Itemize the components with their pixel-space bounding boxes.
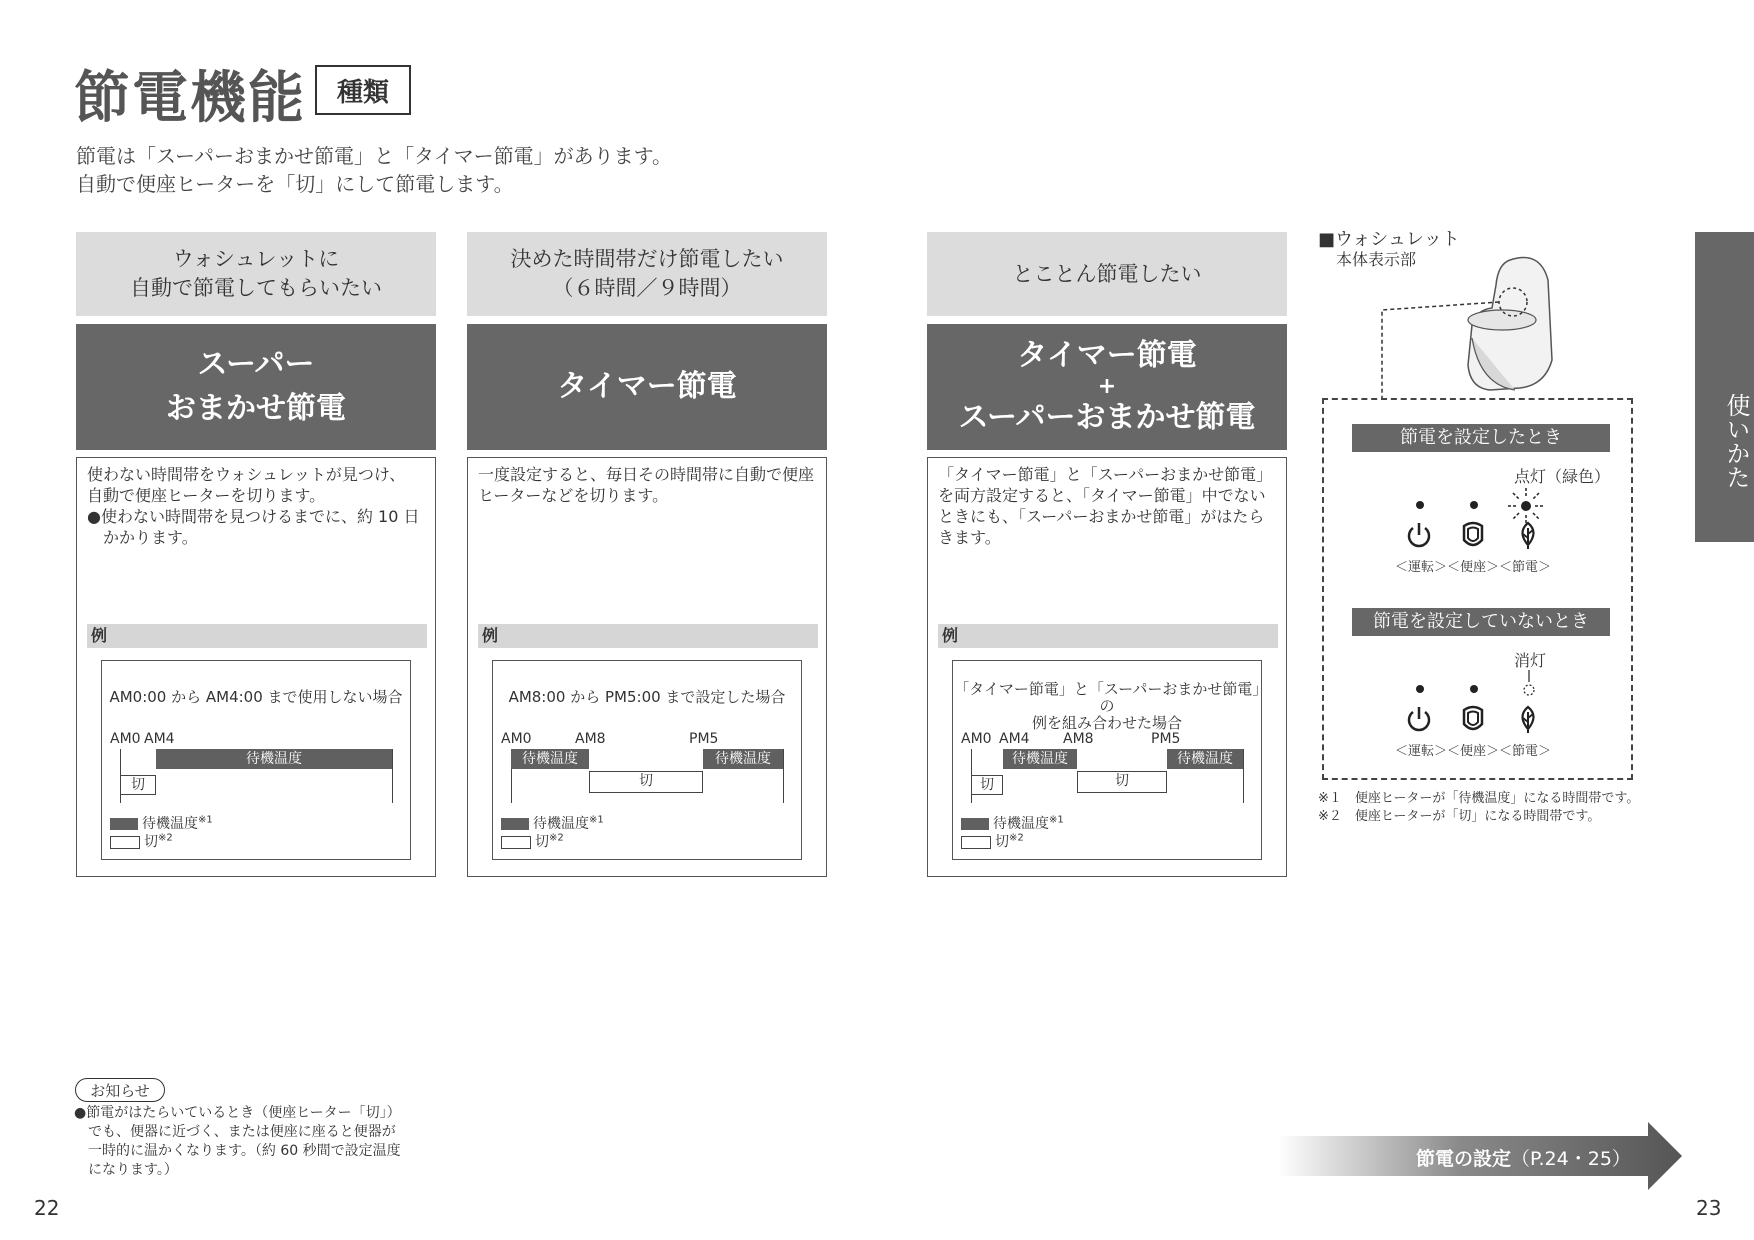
condition-line: 自動で節電してもらいたい [130, 276, 382, 300]
standby-bar: 待機温度 [511, 749, 589, 769]
indicator-dot [1470, 685, 1478, 693]
notice-text [74, 1104, 434, 1180]
power-icon [1404, 520, 1434, 550]
description-box [927, 457, 1287, 877]
notice-line: になります。） [74, 1162, 178, 1178]
time-label: AM4 [999, 731, 1030, 747]
description-text [478, 464, 818, 506]
time-label: AM8 [1063, 731, 1094, 747]
example-label: 例 [938, 624, 1278, 648]
time-label: AM8 [575, 731, 606, 747]
indicator-labels: ＜運転＞＜便座＞＜節電＞ [1395, 560, 1552, 575]
intro-line: 自動で便座ヒーターを「切」にして節電します。 [76, 172, 514, 196]
description-text [87, 464, 427, 548]
footnote-mark: ※1 [589, 814, 604, 826]
off-bar: 切 [589, 771, 703, 793]
mode-box [76, 324, 436, 450]
example-box [101, 660, 411, 860]
eco-leaf-icon [1513, 520, 1543, 550]
description-box [76, 457, 436, 877]
legend-swatch [501, 818, 529, 830]
mode-title-line: タイマー節電 [557, 369, 737, 404]
description-line: ●使わない時間帯を見つけるまでに、約 10 日 [87, 507, 420, 526]
panel-title-line: 本体表示部 [1336, 250, 1417, 269]
condition-line: （６時間／９時間） [552, 276, 742, 300]
legend-label: 待機温度 [533, 816, 589, 832]
description-line: 一度設定すると、毎日その時間帯に自動で便座 [478, 465, 815, 484]
example-box [952, 660, 1262, 860]
example-label: 例 [87, 624, 427, 648]
condition-line: とことん節電したい [1012, 261, 1202, 286]
seat-icon [1458, 520, 1488, 550]
legend-swatch [110, 818, 138, 830]
condition-box [927, 232, 1287, 316]
footnote: ※２ 便座ヒーターが「切」になる時間帯です。 [1318, 809, 1601, 824]
example-caption [953, 681, 1261, 732]
notice-line: ●節電がはたらいているとき（便座ヒーター「切」） [74, 1105, 401, 1121]
condition-box [467, 232, 827, 316]
category-badge: 種類 [315, 65, 411, 115]
legend-label: 切 [995, 834, 1009, 850]
section-tab[interactable]: 使いかた [1695, 232, 1754, 542]
mode-title-line: タイマー節電 [1017, 338, 1197, 373]
lamp-status: 消灯 [1514, 651, 1547, 670]
description-line: 「タイマー節電」と「スーパーおまかせ節電」 [938, 465, 1273, 484]
page-number-right: 23 [1696, 1196, 1722, 1220]
legend-off [961, 831, 1024, 851]
footnote: ※１ 便座ヒーターが「待機温度」になる時間帯です。 [1318, 791, 1640, 806]
example-caption-line: 「タイマー節電」と「スーパーおまかせ節電」の [954, 680, 1260, 715]
seat-icon [1458, 704, 1488, 734]
indicator-labels: ＜運転＞＜便座＞＜節電＞ [1395, 744, 1552, 759]
eco-leaf-icon [1513, 704, 1543, 734]
time-label: AM4 [144, 731, 175, 747]
footnote-mark: ※2 [158, 832, 173, 844]
legend-off [501, 831, 564, 851]
footnote-mark: ※1 [1049, 814, 1064, 826]
page-number-left: 22 [34, 1196, 60, 1220]
standby-bar: 待機温度 [1167, 749, 1243, 769]
legend-label: 待機温度 [142, 816, 198, 832]
toilet-illustration [1380, 250, 1580, 400]
column-combined [927, 232, 1287, 877]
settings-link[interactable] [1416, 1144, 1631, 1171]
notice-line: でも、便器に近づく、または便座に座ると便器が [74, 1124, 396, 1140]
example-box [492, 660, 802, 860]
description-text [938, 464, 1278, 548]
column-super-omakase [76, 232, 436, 877]
time-label: PM5 [1151, 731, 1181, 747]
mode-box [927, 324, 1287, 450]
indicator-dot [1416, 685, 1424, 693]
standby-bar: 待機温度 [703, 749, 783, 769]
description-line: きます。 [938, 528, 1001, 547]
off-bar: 切 [1077, 771, 1167, 793]
legend-off [110, 831, 173, 851]
description-line: 使わない時間帯をウォシュレットが見つけ、 [87, 465, 406, 484]
description-box [467, 457, 827, 877]
legend-standby [110, 813, 213, 833]
legend-swatch [961, 818, 989, 830]
description-line: ヒーターなどを切ります。 [478, 486, 669, 505]
time-label: AM0 [501, 731, 532, 747]
description-line: かかります。 [87, 528, 198, 547]
footnote-mark: ※2 [1009, 832, 1024, 844]
lamp-status: 点灯（緑色） [1514, 467, 1611, 486]
timeline-tick [392, 749, 393, 803]
mode-box [467, 324, 827, 450]
condition-line: ウォシュレットに [172, 247, 340, 271]
example-caption-line: 例を組み合わせた場合 [1031, 714, 1182, 732]
standby-bar: 待機温度 [156, 749, 392, 769]
description-line: 自動で便座ヒーターを切ります。 [87, 486, 326, 505]
plus-sign: + [1097, 374, 1117, 399]
notice-badge: お知らせ [75, 1078, 165, 1102]
legend-standby [501, 813, 604, 833]
off-bar: 切 [120, 775, 156, 795]
mode-title-line: スーパー [197, 347, 315, 382]
condition-box [76, 232, 436, 316]
off-bar: 切 [971, 775, 1003, 795]
link-label: 節電の設定 [1416, 1148, 1512, 1170]
mode-title-line: おまかせ節電 [166, 391, 346, 426]
footnote-mark: ※1 [198, 814, 213, 826]
indicator-dot [1470, 501, 1478, 509]
legend-swatch [961, 836, 991, 849]
panel-title-line: ■ウォシュレット [1318, 229, 1460, 250]
time-label: AM0 [110, 731, 141, 747]
example-label: 例 [478, 624, 818, 648]
link-pages: （P.24・25） [1511, 1148, 1631, 1170]
legend-label: 切 [535, 834, 549, 850]
legend-label: 待機温度 [993, 816, 1049, 832]
timeline-tick [1243, 749, 1244, 803]
legend-standby [961, 813, 1064, 833]
indicator-dot [1416, 501, 1424, 509]
description-line: を両方設定すると、「タイマー節電」中でない [938, 486, 1266, 505]
legend-swatch [501, 836, 531, 849]
legend-swatch [110, 836, 140, 849]
notice-line: 一時的に温かくなります。（約 60 秒間で設定温度 [74, 1143, 401, 1159]
unset-state-label: 節電を設定していないとき [1352, 608, 1610, 636]
page-title: 節電機能 [74, 66, 306, 131]
intro-line: 節電は「スーパーおまかせ節電」と「タイマー節電」があります。 [76, 144, 672, 168]
power-icon [1404, 704, 1434, 734]
intro-text [76, 142, 672, 198]
description-line: ときにも、「スーパーおまかせ節電」がはたら [938, 507, 1265, 526]
set-state-label: 節電を設定したとき [1352, 424, 1610, 452]
lamp-off-icon [1519, 670, 1539, 698]
example-caption: AM8:00 から PM5:00 まで設定した場合 [508, 688, 786, 706]
condition-line: 決めた時間帯だけ節電したい [510, 247, 784, 271]
footnotes [1318, 790, 1639, 826]
footnote-mark: ※2 [549, 832, 564, 844]
column-timer [467, 232, 827, 877]
example-caption: AM0:00 から AM4:00 まで使用しない場合 [109, 688, 403, 706]
legend-label: 切 [144, 834, 158, 850]
mode-title-line: スーパーおまかせ節電 [958, 400, 1256, 435]
time-label: AM0 [961, 731, 992, 747]
time-label: PM5 [689, 731, 719, 747]
standby-bar: 待機温度 [1003, 749, 1077, 769]
timeline-tick [783, 749, 784, 803]
